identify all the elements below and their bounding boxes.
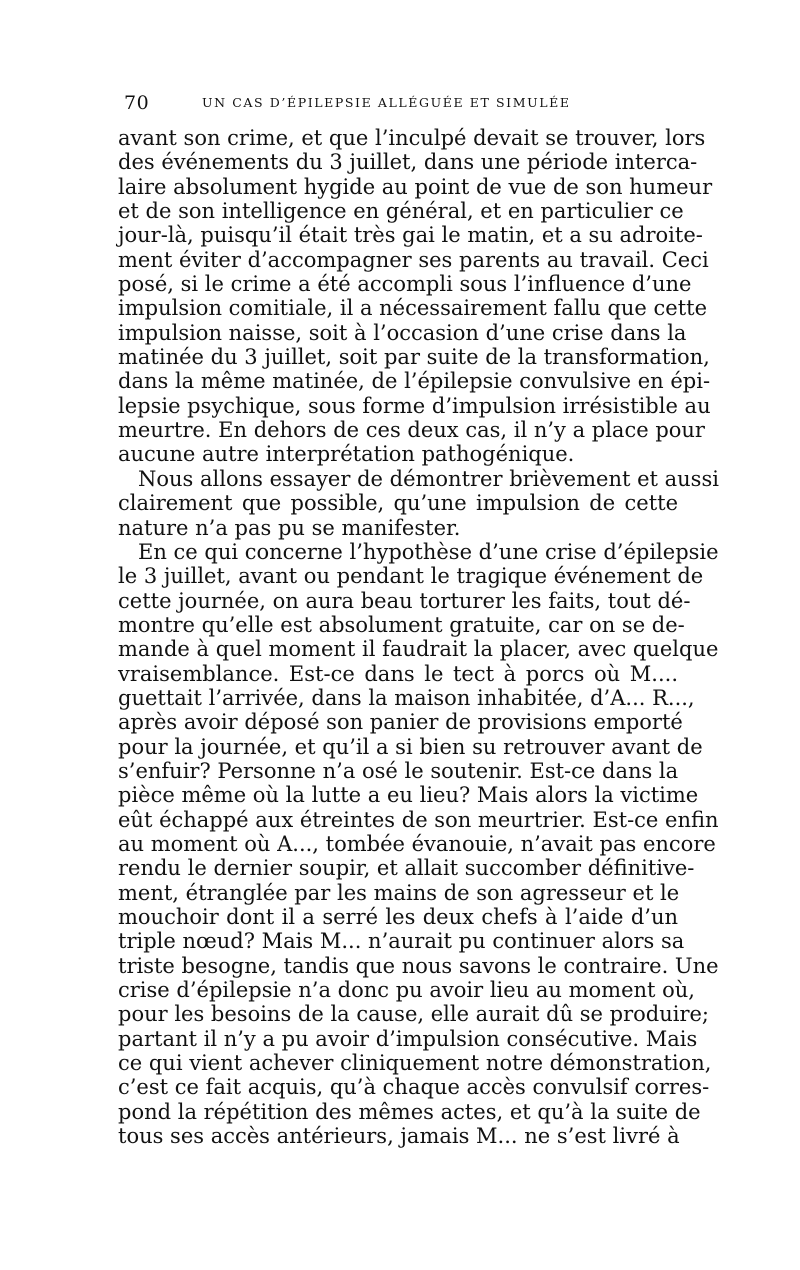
text-line: montre qu’elle est absolument gratuite, car on se de- <box>118 612 685 637</box>
text-line: ment, étranglée par les mains de son agresseur et le <box>118 880 680 905</box>
text-line: partant il n’y a pu avoir d’impulsion consécutive. Mais <box>118 1026 698 1051</box>
text-line: matinée du 3 juillet, soit par suite de la transformation, <box>118 345 710 370</box>
text-line: pour les besoins de la cause, elle aurait dû se produire; <box>118 1002 709 1027</box>
text-line: impulsion comitiale, il a nécessairement fallu que cette <box>118 296 708 321</box>
text-line: mouchoir dont il a serré les deux chefs à l’aide d’un <box>118 905 678 929</box>
text-line: cette journée, on aura beau torturer les faits, tout dé- <box>118 588 691 613</box>
text-line: aucune autre interprétation pathogénique. <box>118 442 575 467</box>
text-line: rendu le dernier soupir, et allait succomber définitive- <box>118 856 695 881</box>
page-number: 70 <box>124 92 150 114</box>
text-line: au moment où A..., tombée évanouie, n’avait pas encore <box>118 831 716 856</box>
text-line: pond la répétition des mêmes actes, et qu’à la suite de <box>118 1099 701 1124</box>
body-text <box>118 126 719 1149</box>
text-line: nature n’a pas pu se manifester. <box>118 515 461 540</box>
text-line: eût échappé aux étreintes de son meurtrier. Est-ce enfin <box>118 807 719 832</box>
text-line: Nous allons essayer de démontrer brièvement et aussi <box>138 466 719 491</box>
text-line: après avoir déposé son panier de provisions emporté <box>118 710 683 735</box>
text-line: En ce qui concerne l’hypothèse d’une crise d’épilepsie <box>138 539 719 564</box>
text-line: ment éviter d’accompagner ses parents au travail. Ceci <box>118 247 709 272</box>
text-line: s’enfuir? Personne n’a osé le soutenir. Est-ce dans la <box>118 758 679 783</box>
text-line: jour-là, puisqu’il était très gai le matin, et a su adroite- <box>118 223 703 248</box>
running-title: UN CAS D’ÉPILEPSIE ALLÉGUÉE ET SIMULÉE <box>202 95 571 110</box>
text-line: crise d’épilepsie n’a donc pu avoir lieu au moment où, <box>118 978 695 1003</box>
text-line: mande à quel moment il faudrait la placer, avec quelque <box>118 637 719 662</box>
text-line: ce qui vient achever cliniquement notre démonstration, <box>118 1051 712 1076</box>
text-line: pour la journée, et qu’il a si bien su retrouver avant de <box>118 734 703 759</box>
text-line: le 3 juillet, avant ou pendant le tragique événement de <box>118 564 704 589</box>
text-line: tous ses accès antérieurs, jamais M... ne s’est livré à <box>118 1124 680 1149</box>
text-line: et de son intelligence en général, et en particulier ce <box>118 199 684 224</box>
running-header <box>118 92 678 122</box>
text-line: avant son crime, et que l’inculpé devait se trouver, lors <box>118 126 706 150</box>
text-line: triple nœud? Mais M... n’aurait pu continuer alors sa <box>118 929 685 954</box>
text-line: dans la même matinée, de l’épilepsie convulsive en épi- <box>118 369 711 394</box>
text-line: des événements du 3 juillet, dans une période interca- <box>118 150 698 175</box>
text-line: posé, si le crime a été accompli sous l’influence d’une <box>118 272 692 297</box>
text-line: lepsie psychique, sous forme d’impulsion irrésistible au <box>118 393 711 418</box>
text-line: clairement que possible, qu’une impulsion de cette <box>118 491 678 516</box>
text-line: meurtre. En dehors de ces deux cas, il n’y a place pour <box>118 418 705 443</box>
text-line: triste besogne, tandis que nous savons le contraire. Une <box>118 953 719 978</box>
text-line: laire absolument hygide au point de vue de son humeur <box>118 174 713 199</box>
book-page <box>118 92 719 1149</box>
text-line: vraisemblance. Est-ce dans le tect à porcs où M.... <box>118 661 678 686</box>
text-line: c’est ce fait acquis, qu’à chaque accès convulsif corres- <box>118 1075 710 1100</box>
text-line: impulsion naisse, soit à l’occasion d’une crise dans la <box>118 320 687 345</box>
text-line: guettait l’arrivée, dans la maison inhabitée, d’A... R..., <box>118 685 695 710</box>
text-line: pièce même où la lutte a eu lieu? Mais alors la victime <box>118 783 699 808</box>
